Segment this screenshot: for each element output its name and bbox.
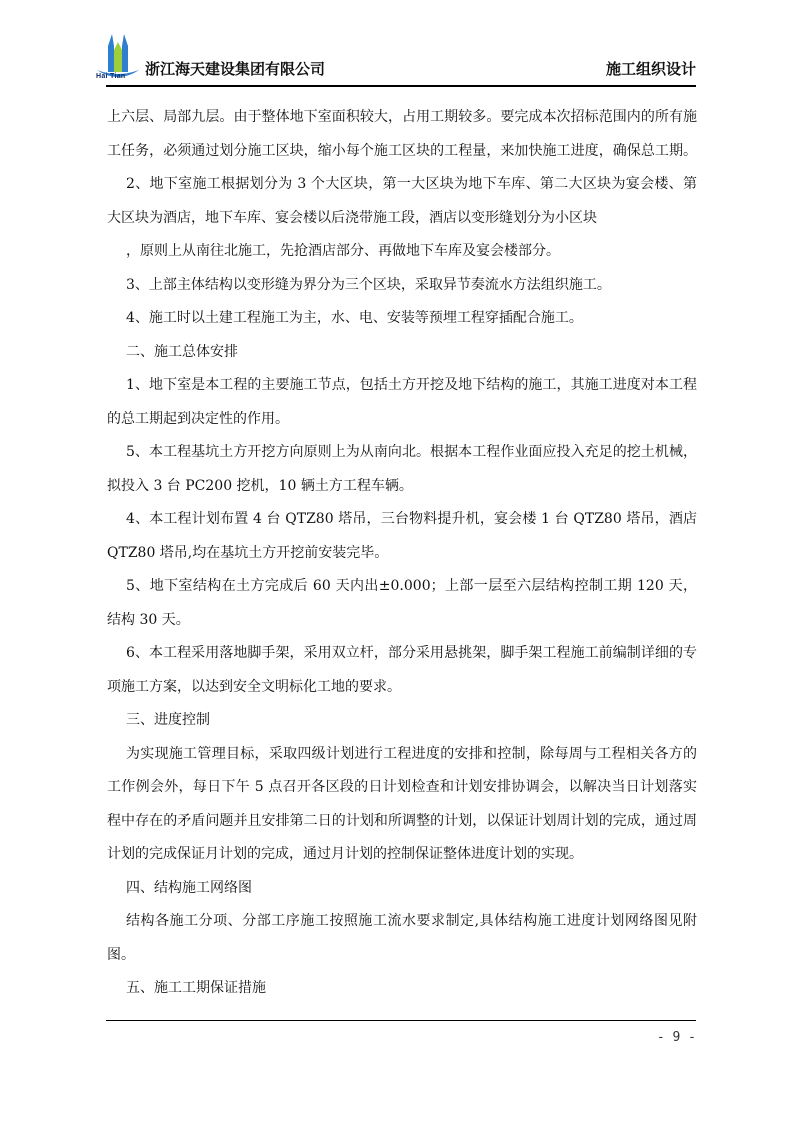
text-line: ，原则上从南往北施工，先抢酒店部分、再做地下车库及宴会楼部分。 — [126, 243, 560, 259]
text-line: 为实现施工管理目标，采取四级计划进行工程进度的安排和控制，除每周与工程相关各方的 — [126, 745, 697, 762]
text-line: 5、本工程基坑土方开挖方向原则上为从南向北。根据本工程作业面应投入充足的挖土机械， — [126, 444, 697, 460]
text-line: 四、结构施工网络图 — [126, 879, 252, 896]
header-divider — [106, 85, 696, 87]
text-line: 5、地下室结构在土方完成后 60 天内出±0.000；上部一层至六层结构控制工期 120 天， — [126, 578, 697, 594]
text-line: 1、地下室是本工程的主要施工节点，包括土方开挖及地下结构的施工，其施工进度对本工程 — [126, 377, 697, 393]
text-line: 大区块为酒店，地下车库、宴会楼以后浇带施工段，酒店以变形缝划分为小区块 — [107, 209, 597, 226]
document-title: 施工组织设计 — [605, 60, 696, 78]
text-line: QTZ80 塔吊,均在基坑土方开挖前安装完毕。 — [107, 544, 389, 561]
page-number: - 9 - — [656, 1030, 696, 1045]
text-line: 6、本工程采用落地脚手架，采用双立杆，部分采用悬挑架，脚手架工程施工前编制详细的专 — [126, 645, 697, 661]
text-line: 工作例会外，每日下午 5 点召开各区段的日计划检查和计划安排协调会，以解决当日计划落实 — [107, 779, 697, 795]
text-line: 程中存在的矛盾问题并且安排第二日的计划和所调整的计划，以保证计划周计划的完成，通过周 — [107, 812, 697, 829]
text-line: 的总工期起到决定性的作用。 — [107, 410, 289, 427]
text-line: 3、上部主体结构以变形缝为界分为三个区块，采取异节奏流水方法组织施工。 — [126, 276, 611, 293]
logo-text: Hai Tian — [96, 73, 126, 80]
text-line: 拟投入 3 台 PC200 挖机，10 辆土方工程车辆。 — [107, 477, 413, 494]
text-line: 4、施工时以土建工程施工为主，水、电、安装等预埋工程穿插配合施工。 — [126, 310, 583, 326]
text-line: 工任务，必须通过划分施工区块，缩小每个施工区块的工程量，来加快施工进度，确保总工期。 — [107, 142, 697, 159]
text-line: 图。 — [107, 946, 135, 963]
text-line: 结构各施工分项、分部工序施工按照施工流水要求制定,具体结构施工进度计划网络图见附 — [126, 913, 697, 929]
text-line: 2、地下室施工根据划分为 3 个大区块，第一大区块为地下车库、第二大区块为宴会楼、第 — [126, 176, 697, 192]
text-line: 结构 30 天。 — [107, 611, 190, 628]
document-body — [107, 101, 697, 1006]
text-line: 4、本工程计划布置 4 台 QTZ80 塔吊，三台物料提升机，宴会楼 1 台 QTZ80 塔吊，酒店 — [126, 511, 697, 527]
text-line: 三、进度控制 — [126, 712, 210, 728]
company-name: 浙江海天建设集团有限公司 — [145, 60, 326, 78]
text-line: 二、施工总体安排 — [126, 343, 238, 360]
footer-divider — [106, 1020, 696, 1021]
text-line: 上六层、局部九层。由于整体地下室面积较大，占用工期较多。要完成本次招标范围内的所有施 — [107, 109, 697, 125]
text-line: 五、施工工期保证措施 — [126, 980, 266, 996]
text-line: 计划的完成保证月计划的完成，通过月计划的控制保证整体进度计划的实现。 — [107, 846, 583, 862]
text-line: 项施工方案，以达到安全文明标化工地的要求。 — [107, 678, 401, 695]
